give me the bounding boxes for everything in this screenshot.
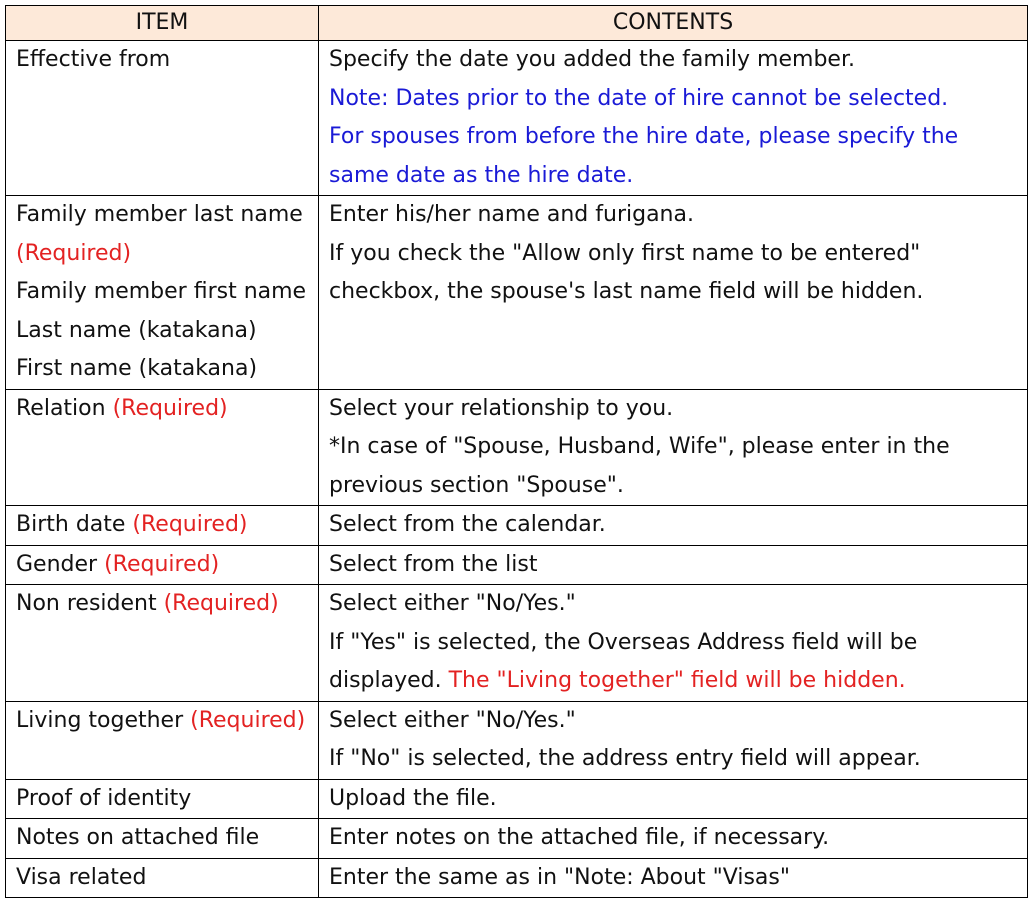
contents-line bbox=[329, 662, 1017, 701]
item-line bbox=[16, 585, 308, 624]
item-label: Notes on attached file bbox=[16, 825, 260, 850]
table-row-relation bbox=[6, 389, 1028, 506]
table-row-family-member-name bbox=[6, 196, 1028, 390]
contents-line: Enter notes on the attached file, if necessary. bbox=[329, 825, 830, 850]
table-row-proof-of-identity bbox=[6, 779, 1028, 819]
contents-cell bbox=[319, 585, 1028, 702]
contents-line: Select your relationship to you. bbox=[329, 395, 674, 421]
table-row-visa-related bbox=[6, 858, 1028, 898]
contents-cell bbox=[319, 506, 1028, 546]
required-label: (Required) bbox=[163, 591, 279, 616]
contents-line: *In case of "Spouse, Husband, Wife", please enter in the bbox=[329, 434, 950, 459]
contents-line: If "No" is selected, the address entry field will appear. bbox=[329, 746, 921, 771]
warning-note: The "Living together" field will be hidden. bbox=[448, 668, 906, 693]
item-label: Birth date bbox=[16, 512, 133, 537]
item-cell bbox=[6, 585, 319, 702]
contents-line: Upload the file. bbox=[329, 785, 497, 811]
header-item: ITEM bbox=[6, 6, 319, 41]
contents-cell bbox=[319, 701, 1028, 779]
item-cell bbox=[6, 545, 319, 585]
contents-line: Select from the calendar. bbox=[329, 512, 606, 537]
contents-cell bbox=[319, 545, 1028, 585]
contents-line: Enter his/her name and furigana. bbox=[329, 202, 694, 227]
note-line: Note: Dates prior to the date of hire cannot be selected. bbox=[329, 85, 949, 111]
item-label: Gender bbox=[16, 551, 105, 577]
item-label: Family member last name bbox=[16, 202, 303, 227]
contents-line: Select either "No/Yes." bbox=[329, 591, 576, 616]
item-label: Last name (katakana) bbox=[16, 317, 257, 343]
contents-cell bbox=[319, 858, 1028, 898]
contents-line: Specify the date you added the family member. bbox=[329, 47, 855, 72]
required-label: (Required) bbox=[132, 512, 248, 537]
item-label: Family member first name bbox=[16, 279, 307, 304]
table-row-birth-date bbox=[6, 506, 1028, 546]
item-label: First name (katakana) bbox=[16, 356, 258, 381]
item-cell bbox=[6, 196, 319, 390]
contents-line: checkbox, the spouse's last name field will be hidden. bbox=[329, 279, 924, 304]
contents-line: If "Yes" is selected, the Overseas Address field will be bbox=[329, 629, 918, 655]
table-row-non-resident bbox=[6, 585, 1028, 702]
item-cell bbox=[6, 506, 319, 546]
item-label: Visa related bbox=[16, 864, 147, 890]
item-label: Living together bbox=[16, 707, 191, 733]
table-row-notes-attached-file bbox=[6, 819, 1028, 859]
item-line bbox=[16, 546, 308, 585]
contents-cell bbox=[319, 389, 1028, 506]
item-line bbox=[16, 390, 308, 429]
required-label: (Required) bbox=[112, 395, 228, 421]
header-row bbox=[6, 6, 1028, 41]
table-row-living-together bbox=[6, 701, 1028, 779]
contents-text: displayed. bbox=[329, 668, 449, 693]
note-line: For spouses from before the hire date, please specify the bbox=[329, 124, 959, 149]
item-cell bbox=[6, 701, 319, 779]
item-label: Non resident bbox=[16, 591, 164, 616]
required-label: (Required) bbox=[190, 707, 306, 733]
item-label: Relation bbox=[16, 395, 113, 421]
note-line: same date as the hire date. bbox=[329, 162, 634, 188]
contents-cell bbox=[319, 41, 1028, 196]
contents-cell bbox=[319, 196, 1028, 390]
contents-line: Select either "No/Yes." bbox=[329, 707, 576, 733]
table-row-effective-from bbox=[6, 41, 1028, 196]
item-label: Effective from bbox=[16, 47, 171, 72]
item-line bbox=[16, 506, 308, 545]
contents-cell bbox=[319, 779, 1028, 819]
item-cell bbox=[6, 41, 319, 196]
item-cell bbox=[6, 779, 319, 819]
item-cell bbox=[6, 819, 319, 859]
contents-line: If you check the "Allow only first name to be entered" bbox=[329, 240, 921, 266]
item-line bbox=[16, 702, 308, 741]
contents-line: previous section "Spouse". bbox=[329, 472, 624, 498]
table-row-gender bbox=[6, 545, 1028, 585]
contents-cell bbox=[319, 819, 1028, 859]
item-cell bbox=[6, 389, 319, 506]
required-label: (Required) bbox=[104, 551, 220, 577]
contents-line: Enter the same as in "Note: About "Visas" bbox=[329, 864, 790, 890]
required-label: (Required) bbox=[16, 240, 132, 266]
contents-line: Select from the list bbox=[329, 551, 538, 577]
item-label: Proof of identity bbox=[16, 785, 192, 811]
spec-table bbox=[5, 5, 1028, 898]
header-contents: CONTENTS bbox=[319, 6, 1028, 41]
item-cell bbox=[6, 858, 319, 898]
